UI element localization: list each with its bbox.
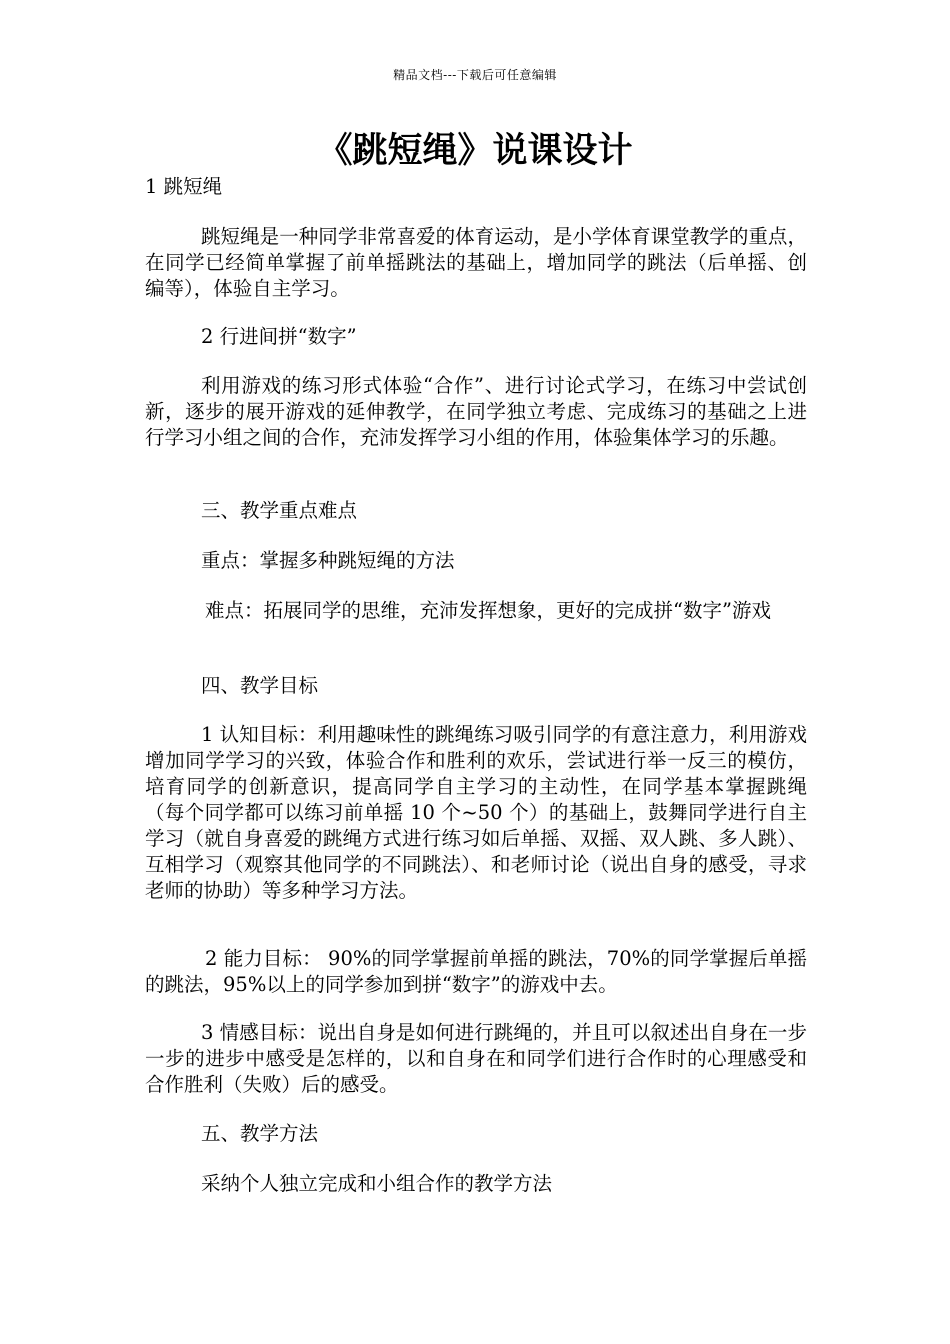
ability-goal: 2 能力目标： 90%的同学掌握前单摇的跳法，70%的同学掌握后单摇的跳法，95%以上的同学参加到拼“数字”的游戏中去。 <box>145 947 807 996</box>
header-note: 精品文档---下载后可任意编辑 <box>393 68 557 82</box>
paragraph-1: 跳短绳是一种同学非常喜爱的体育运动，是小学体育课堂教学的重点，在同学已经简单掌握了前单摇跳法的基础上，增加同学的跳法（后单摇、创编等），体验自主学习。 <box>145 225 807 300</box>
section-heading-4: 四、教学目标 <box>201 674 319 697</box>
difficult-point: 难点：拓展同学的思维，充沛发挥想象，更好的完成拼“数字”游戏 <box>205 599 771 622</box>
section-heading-1: 1 跳短绳 <box>145 175 223 198</box>
emotional-goal: 3 情感目标：说出自身是如何进行跳绳的，并且可以叙述出自身在一步一步的进步中感受是怎样的，以和自身在和同学们进行合作时的心理感受和合作胜利（失败）后的感受。 <box>145 1021 807 1096</box>
section-heading-3: 三、教学重点难点 <box>201 499 358 522</box>
teaching-method: 采纳个人独立完成和小组合作的教学方法 <box>201 1172 553 1195</box>
section-heading-2: 2 行进间拼“数字” <box>201 325 357 348</box>
key-point: 重点：掌握多种跳短绳的方法 <box>201 549 455 572</box>
document-title: 《跳短绳》说课设计 <box>317 130 633 171</box>
section-heading-5: 五、教学方法 <box>201 1122 319 1145</box>
paragraph-2: 利用游戏的练习形式体验“合作”、进行讨论式学习，在练习中尝试创新，逐步的展开游戏的延伸教学，在同学独立考虑、完成练习的基础之上进行学习小组之间的合作，充沛发挥学习小组的作用，体验集体学习的乐趣。 <box>145 374 807 449</box>
cognitive-goal: 1 认知目标：利用趣味性的跳绳练习吸引同学的有意注意力，利用游戏增加同学学习的兴致，体验合作和胜利的欢乐，尝试进行举一反三的模仿，培育同学的创新意识，提高同学自主学习的主动性，在同学基本掌握跳绳（每个同学都可以练习前单摇 10 个~50 个）的基础上，鼓舞同学进行自主学习（就自身喜爱的跳绳方式进行练习如后单摇、双摇、双人跳、多人跳）、互相学习（观察其他同学的不同跳法）、和老师讨论（说出自身的感受，寻求老师的协助）等多种学习方法。 <box>145 723 807 902</box>
